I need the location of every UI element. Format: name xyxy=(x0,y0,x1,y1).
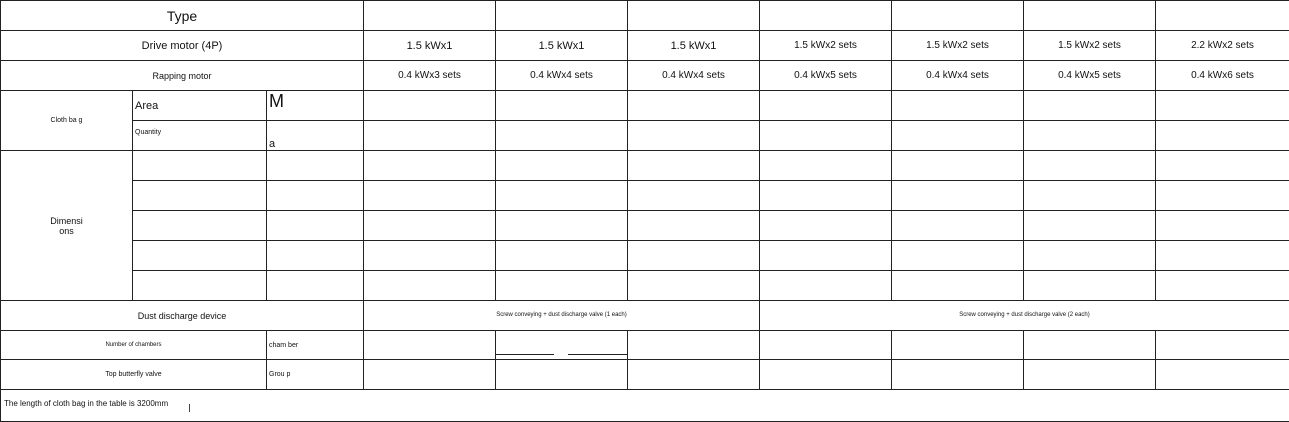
rapping-motor-value: 0.4 kWx4 sets xyxy=(892,61,1024,91)
area-cell xyxy=(628,91,760,121)
dimensions-cell xyxy=(628,271,760,301)
type-cell xyxy=(496,1,628,31)
type-row xyxy=(1,1,1289,31)
quantity-cell xyxy=(496,121,628,151)
dimensions-cell xyxy=(496,211,628,241)
dimensions-row xyxy=(1,271,1289,301)
type-label: Type xyxy=(1,1,364,31)
dimensions-cell xyxy=(364,151,496,181)
dimensions-cell xyxy=(1024,241,1156,271)
dimensions-cell xyxy=(892,271,1024,301)
area-cell xyxy=(1156,91,1289,121)
cloth-bag-area-row xyxy=(1,91,1289,121)
dimensions-cell xyxy=(133,181,267,211)
footnote-text: The length of cloth bag in the table is 3200mm xyxy=(4,399,168,408)
dimensions-cell xyxy=(133,211,267,241)
area-cell xyxy=(496,91,628,121)
quantity-label: Quantity xyxy=(133,121,267,151)
quantity-unit: a xyxy=(267,121,364,151)
dimensions-cell xyxy=(364,241,496,271)
footnote-cell xyxy=(1,390,1289,422)
dimensions-cell xyxy=(267,151,364,181)
dust-discharge-value: Screw conveying + dust discharge valve (2 each) xyxy=(760,301,1289,331)
area-cell xyxy=(760,91,892,121)
butterfly-cell xyxy=(760,360,892,390)
chambers-cell xyxy=(628,331,760,360)
dimensions-cell xyxy=(1156,211,1289,241)
quantity-cell xyxy=(760,121,892,151)
dimensions-cell xyxy=(1156,181,1289,211)
dimensions-cell xyxy=(760,241,892,271)
rapping-motor-value: 0.4 kWx5 sets xyxy=(1024,61,1156,91)
dimensions-cell xyxy=(364,181,496,211)
dust-discharge-label: Dust discharge device xyxy=(1,301,364,331)
chamber-unit: cham ber xyxy=(267,331,364,360)
drive-motor-value: 1.5 kWx2 sets xyxy=(1024,31,1156,61)
quantity-cell xyxy=(1024,121,1156,151)
dimensions-cell xyxy=(496,151,628,181)
drive-motor-value: 1.5 kWx2 sets xyxy=(760,31,892,61)
dimensions-cell xyxy=(760,211,892,241)
butterfly-cell xyxy=(364,360,496,390)
type-cell xyxy=(760,1,892,31)
dimensions-row xyxy=(1,241,1289,271)
drive-motor-row xyxy=(1,31,1289,61)
drive-motor-value: 1.5 kWx2 sets xyxy=(892,31,1024,61)
dimensions-cell xyxy=(133,241,267,271)
dimensions-cell xyxy=(496,181,628,211)
dimensions-cell xyxy=(892,241,1024,271)
drive-motor-value: 2.2 kWx2 sets xyxy=(1156,31,1289,61)
butterfly-label: Top butterfly valve xyxy=(1,360,267,390)
dimensions-cell xyxy=(1156,151,1289,181)
dimensions-cell xyxy=(364,211,496,241)
area-cell xyxy=(1024,91,1156,121)
quantity-cell xyxy=(628,121,760,151)
area-cell xyxy=(364,91,496,121)
dimensions-cell xyxy=(496,271,628,301)
chambers-label: Number of chambers xyxy=(1,331,267,360)
rapping-motor-row xyxy=(1,61,1289,91)
cursor-mark xyxy=(189,404,190,412)
rapping-motor-value: 0.4 kWx6 sets xyxy=(1156,61,1289,91)
dimensions-cell xyxy=(267,271,364,301)
dimensions-cell xyxy=(267,181,364,211)
dimensions-cell xyxy=(133,151,267,181)
dimensions-row xyxy=(1,211,1289,241)
dimensions-cell xyxy=(267,211,364,241)
dimensions-cell xyxy=(267,241,364,271)
chambers-cell xyxy=(892,331,1024,360)
drive-motor-value: 1.5 kWx1 xyxy=(496,31,628,61)
butterfly-cell xyxy=(628,360,760,390)
drive-motor-value: 1.5 kWx1 xyxy=(364,31,496,61)
quantity-cell xyxy=(364,121,496,151)
dimensions-cell xyxy=(1024,151,1156,181)
dimensions-cell xyxy=(1156,241,1289,271)
type-cell xyxy=(1024,1,1156,31)
chambers-cell xyxy=(364,331,496,360)
dimensions-cell xyxy=(1024,181,1156,211)
dimensions-cell xyxy=(628,151,760,181)
quantity-cell xyxy=(892,121,1024,151)
rapping-motor-value: 0.4 kWx4 sets xyxy=(628,61,760,91)
group-unit: Grou p xyxy=(267,360,364,390)
rapping-motor-value: 0.4 kWx4 sets xyxy=(496,61,628,91)
area-label: Area xyxy=(133,91,267,121)
chambers-cell xyxy=(496,331,628,360)
area-unit: M xyxy=(267,91,364,121)
butterfly-cell xyxy=(892,360,1024,390)
area-cell xyxy=(892,91,1024,121)
dimensions-row xyxy=(1,151,1289,181)
dust-discharge-value: Screw conveying + dust discharge valve (1 each) xyxy=(364,301,760,331)
cloth-bag-label: Cloth ba g xyxy=(1,91,133,151)
dimensions-cell xyxy=(760,151,892,181)
quantity-cell xyxy=(1156,121,1289,151)
chambers-cell xyxy=(760,331,892,360)
dimensions-cell xyxy=(892,151,1024,181)
type-cell xyxy=(1156,1,1289,31)
cloth-bag-quantity-row xyxy=(1,121,1289,151)
dust-discharge-row xyxy=(1,301,1289,331)
chambers-row xyxy=(1,331,1289,360)
dimensions-cell xyxy=(1024,211,1156,241)
dimensions-cell xyxy=(892,211,1024,241)
dimensions-cell xyxy=(760,181,892,211)
divider-line xyxy=(496,354,554,355)
dimensions-cell xyxy=(628,181,760,211)
footnote-row xyxy=(1,390,1289,422)
dimensions-cell xyxy=(1156,271,1289,301)
dimensions-row xyxy=(1,181,1289,211)
rapping-motor-value: 0.4 kWx5 sets xyxy=(760,61,892,91)
divider-line xyxy=(568,354,628,355)
chambers-cell xyxy=(1024,331,1156,360)
dimensions-cell xyxy=(628,241,760,271)
dimensions-cell xyxy=(496,241,628,271)
butterfly-cell xyxy=(496,360,628,390)
dimensions-cell xyxy=(1024,271,1156,301)
dimensions-cell xyxy=(628,211,760,241)
dimensions-cell xyxy=(892,181,1024,211)
type-cell xyxy=(892,1,1024,31)
rapping-motor-value: 0.4 kWx3 sets xyxy=(364,61,496,91)
dimensions-cell xyxy=(133,271,267,301)
butterfly-row xyxy=(1,360,1289,390)
dimensions-cell xyxy=(364,271,496,301)
dimensions-cell xyxy=(760,271,892,301)
dimensions-label: Dimensi ons xyxy=(1,151,133,301)
type-cell xyxy=(628,1,760,31)
drive-motor-label: Drive motor (4P) xyxy=(1,31,364,61)
butterfly-cell xyxy=(1156,360,1289,390)
drive-motor-value: 1.5 kWx1 xyxy=(628,31,760,61)
butterfly-cell xyxy=(1024,360,1156,390)
rapping-motor-label: Rapping motor xyxy=(1,61,364,91)
chambers-cell xyxy=(1156,331,1289,360)
type-cell xyxy=(364,1,496,31)
